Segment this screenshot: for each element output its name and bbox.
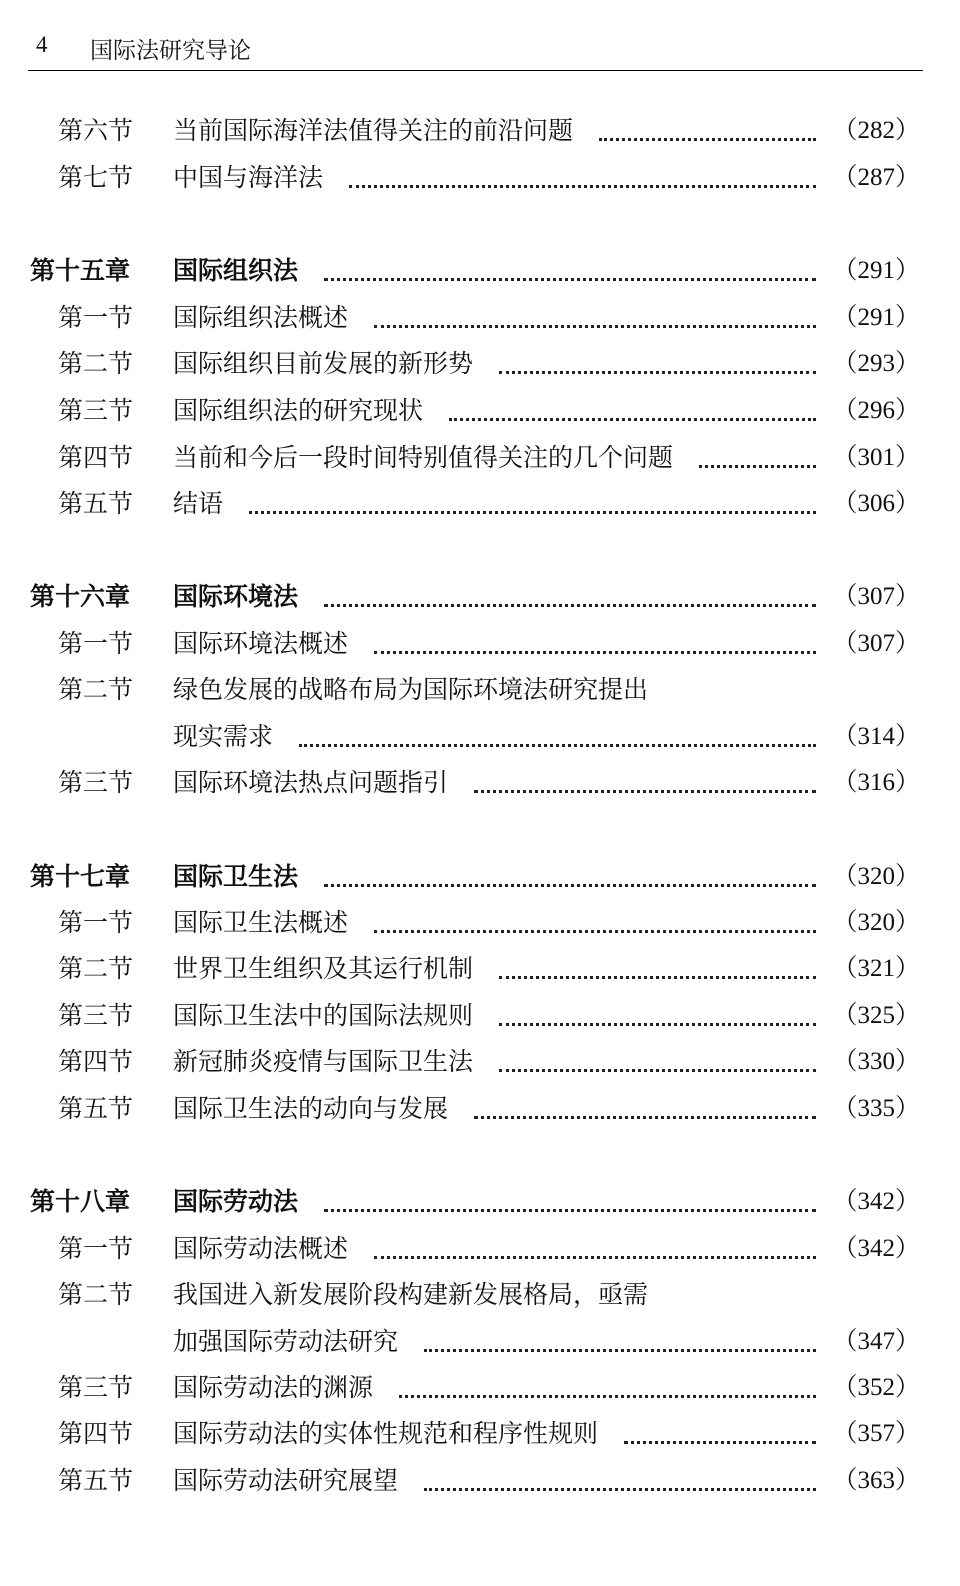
toc-section-entry bbox=[0, 1227, 960, 1271]
section-label: 第一节 bbox=[58, 303, 134, 332]
toc-section-entry bbox=[0, 947, 960, 991]
dot-leader bbox=[324, 1209, 816, 1212]
entry-title: 结语 bbox=[173, 489, 224, 518]
section-label: 第五节 bbox=[58, 1466, 134, 1495]
dot-leader bbox=[324, 884, 816, 887]
chapter-label: 第十五章 bbox=[30, 256, 131, 285]
toc-section-entry bbox=[0, 668, 960, 712]
dot-leader bbox=[474, 1116, 816, 1119]
page-number: 4 bbox=[36, 32, 48, 57]
toc-section-entry bbox=[0, 296, 960, 340]
page-reference: （314） bbox=[832, 723, 920, 750]
toc-section-entry bbox=[0, 715, 960, 759]
section-label: 第一节 bbox=[58, 908, 134, 937]
dot-leader bbox=[499, 976, 816, 979]
page-reference: （306） bbox=[832, 490, 920, 517]
page-reference: （342） bbox=[832, 1235, 920, 1262]
dot-leader bbox=[374, 651, 816, 654]
section-label: 第二节 bbox=[58, 675, 134, 704]
entry-title: 中国与海洋法 bbox=[173, 163, 324, 192]
toc-section-entry bbox=[0, 1040, 960, 1084]
dot-leader bbox=[349, 185, 816, 188]
toc-section-entry bbox=[0, 1366, 960, 1410]
toc-section-entry bbox=[0, 994, 960, 1038]
page-reference: （325） bbox=[832, 1002, 920, 1029]
toc-chapter-entry bbox=[0, 575, 960, 619]
toc-section-entry bbox=[0, 1273, 960, 1317]
entry-title: 国际环境法热点问题指引 bbox=[173, 768, 449, 797]
toc-section-entry bbox=[0, 109, 960, 153]
toc-section-entry bbox=[0, 342, 960, 386]
entry-title: 加强国际劳动法研究 bbox=[173, 1327, 399, 1356]
section-label: 第二节 bbox=[58, 954, 134, 983]
toc-section-entry bbox=[0, 1087, 960, 1131]
dot-leader bbox=[474, 790, 816, 793]
section-label: 第三节 bbox=[58, 1001, 134, 1030]
chapter-label: 第十八章 bbox=[30, 1187, 131, 1216]
page-reference: （347） bbox=[832, 1328, 920, 1355]
entry-title: 国际卫生法概述 bbox=[173, 908, 349, 937]
entry-title: 国际劳动法研究展望 bbox=[173, 1466, 399, 1495]
entry-title: 新冠肺炎疫情与国际卫生法 bbox=[173, 1047, 474, 1076]
toc-section-entry bbox=[0, 389, 960, 433]
section-label: 第一节 bbox=[58, 1234, 134, 1263]
entry-title: 国际环境法概述 bbox=[173, 629, 349, 658]
entry-title: 国际卫生法 bbox=[173, 862, 299, 891]
section-label: 第三节 bbox=[58, 768, 134, 797]
page-reference: （282） bbox=[832, 117, 920, 144]
section-label: 第四节 bbox=[58, 1047, 134, 1076]
page-reference: （307） bbox=[832, 583, 920, 610]
dot-leader bbox=[599, 138, 816, 141]
page-reference: （335） bbox=[832, 1095, 920, 1122]
dot-leader bbox=[299, 744, 816, 747]
dot-leader bbox=[499, 1069, 816, 1072]
section-label: 第三节 bbox=[58, 396, 134, 425]
section-label: 第三节 bbox=[58, 1373, 134, 1402]
section-label: 第四节 bbox=[58, 1419, 134, 1448]
chapter-label: 第十七章 bbox=[30, 862, 131, 891]
page-reference: （363） bbox=[832, 1467, 920, 1494]
dot-leader bbox=[324, 278, 816, 281]
toc-section-entry bbox=[0, 436, 960, 480]
entry-title: 国际劳动法的实体性规范和程序性规则 bbox=[173, 1419, 599, 1448]
dot-leader bbox=[374, 1256, 816, 1259]
dot-leader bbox=[424, 1349, 816, 1352]
entry-title: 当前和今后一段时间特别值得关注的几个问题 bbox=[173, 443, 674, 472]
toc-section-entry bbox=[0, 1412, 960, 1456]
toc-chapter-entry bbox=[0, 855, 960, 899]
page-reference: （291） bbox=[832, 304, 920, 331]
dot-leader bbox=[374, 930, 816, 933]
entry-title: 国际卫生法中的国际法规则 bbox=[173, 1001, 474, 1030]
entry-title: 现实需求 bbox=[173, 722, 274, 751]
entry-title: 国际劳动法 bbox=[173, 1187, 299, 1216]
entry-title: 世界卫生组织及其运行机制 bbox=[173, 954, 474, 983]
entry-title: 绿色发展的战略布局为国际环境法研究提出 bbox=[173, 675, 649, 704]
dot-leader bbox=[699, 465, 816, 468]
entry-title: 国际卫生法的动向与发展 bbox=[173, 1094, 449, 1123]
page-reference: （321） bbox=[832, 955, 920, 982]
entry-title: 当前国际海洋法值得关注的前沿问题 bbox=[173, 116, 574, 145]
entry-title: 国际组织法概述 bbox=[173, 303, 349, 332]
dot-leader bbox=[324, 604, 816, 607]
entry-title: 国际组织法 bbox=[173, 256, 299, 285]
entry-title: 我国进入新发展阶段构建新发展格局，亟需 bbox=[173, 1280, 649, 1309]
dot-leader bbox=[424, 1488, 816, 1491]
section-label: 第五节 bbox=[58, 1094, 134, 1123]
dot-leader bbox=[499, 1023, 816, 1026]
dot-leader bbox=[499, 371, 816, 374]
page-reference: （307） bbox=[832, 630, 920, 657]
dot-leader bbox=[374, 325, 816, 328]
toc-section-entry bbox=[0, 482, 960, 526]
entry-title: 国际劳动法的渊源 bbox=[173, 1373, 374, 1402]
page-reference: （342） bbox=[832, 1188, 920, 1215]
page-reference: （357） bbox=[832, 1420, 920, 1447]
toc-section-entry bbox=[0, 156, 960, 200]
toc-chapter-entry bbox=[0, 249, 960, 293]
dot-leader bbox=[449, 418, 816, 421]
page-reference: （320） bbox=[832, 909, 920, 936]
entry-title: 国际组织目前发展的新形势 bbox=[173, 349, 474, 378]
section-label: 第六节 bbox=[58, 116, 134, 145]
section-label: 第二节 bbox=[58, 1280, 134, 1309]
section-label: 第七节 bbox=[58, 163, 134, 192]
toc-section-entry bbox=[0, 761, 960, 805]
entry-title: 国际劳动法概述 bbox=[173, 1234, 349, 1263]
section-label: 第一节 bbox=[58, 629, 134, 658]
page-reference: （316） bbox=[832, 769, 920, 796]
book-title: 国际法研究导论 bbox=[90, 38, 251, 64]
chapter-label: 第十六章 bbox=[30, 582, 131, 611]
dot-leader bbox=[624, 1441, 816, 1444]
page-reference: （287） bbox=[832, 164, 920, 191]
toc-chapter-entry bbox=[0, 1180, 960, 1224]
entry-title: 国际环境法 bbox=[173, 582, 299, 611]
section-label: 第四节 bbox=[58, 443, 134, 472]
section-label: 第二节 bbox=[58, 349, 134, 378]
section-label: 第五节 bbox=[58, 489, 134, 518]
page-reference: （296） bbox=[832, 397, 920, 424]
dot-leader bbox=[399, 1395, 816, 1398]
page-reference: （320） bbox=[832, 863, 920, 890]
toc-section-entry bbox=[0, 1459, 960, 1503]
page-reference: （330） bbox=[832, 1048, 920, 1075]
page-reference: （352） bbox=[832, 1374, 920, 1401]
toc-section-entry bbox=[0, 901, 960, 945]
toc-section-entry bbox=[0, 1320, 960, 1364]
page-reference: （291） bbox=[832, 257, 920, 284]
entry-title: 国际组织法的研究现状 bbox=[173, 396, 424, 425]
toc-section-entry bbox=[0, 622, 960, 666]
page-reference: （301） bbox=[832, 444, 920, 471]
page-reference: （293） bbox=[832, 350, 920, 377]
dot-leader bbox=[249, 511, 816, 514]
